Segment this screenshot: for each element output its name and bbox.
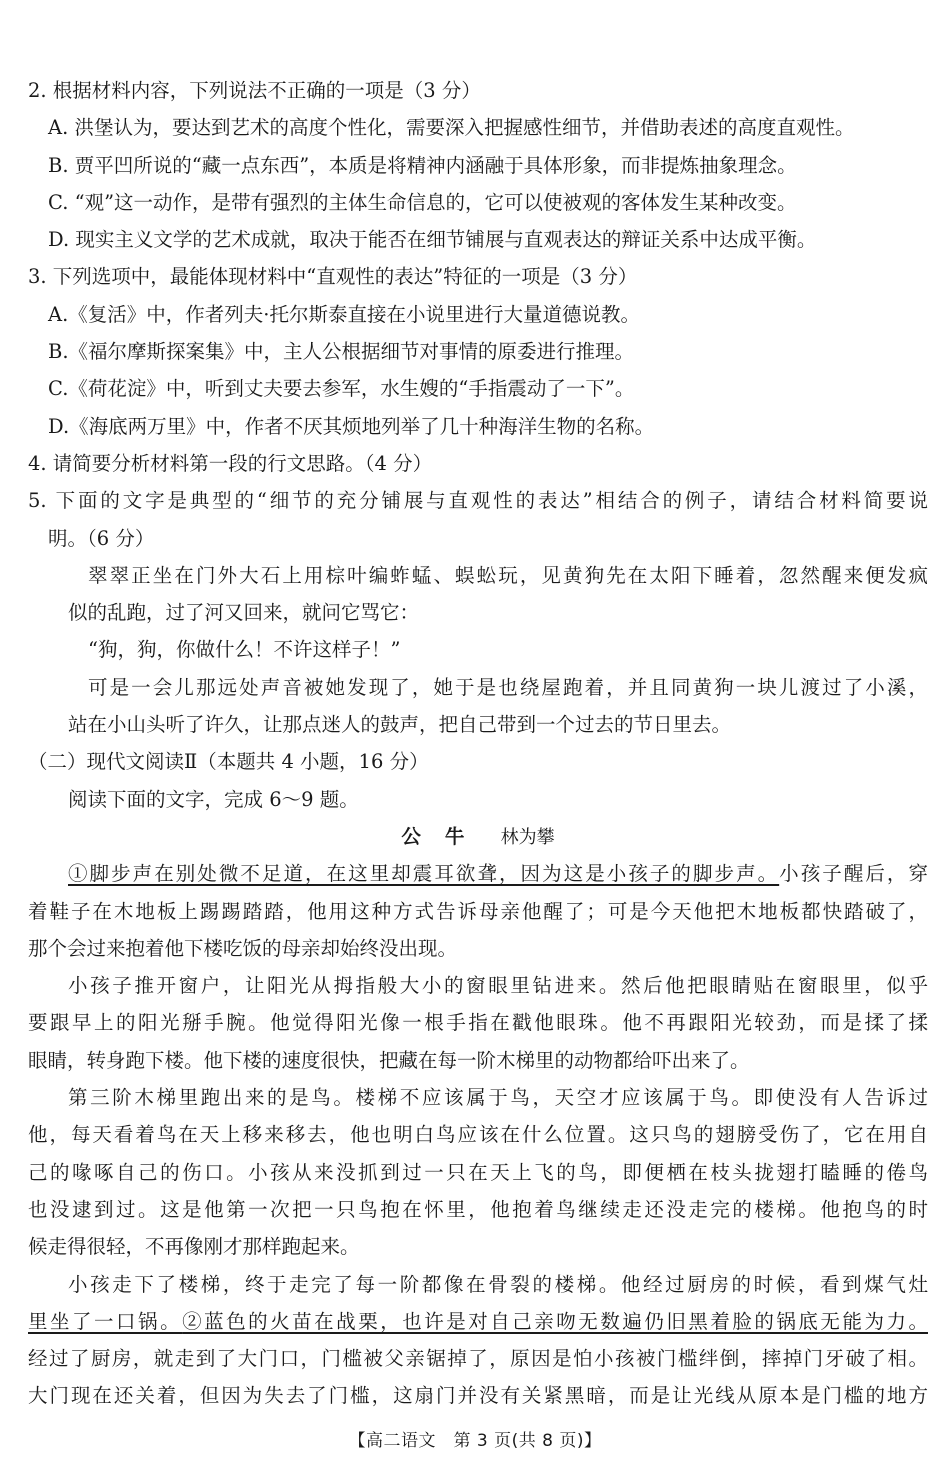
story-p4-line3: 经过了厨房，就走到了大门口，门槛被父亲锯掉了，原因是怕小孩被门槛绊倒，摔掉门牙破了相。 bbox=[28, 1347, 928, 1371]
story-p3-line5: 候走得很轻，不再像刚才那样跑起来。 bbox=[28, 1235, 360, 1259]
section-2-heading: （二）现代文阅读Ⅱ（本题共 4 小题，16 分） bbox=[28, 750, 429, 774]
story-p1-line1 bbox=[28, 855, 928, 892]
story-p3-line3: 己的喙啄自己的伤口。小孩从来没抓到过一只在天上飞的鸟，即便栖在枝头拢翅打瞌睡的倦鸟 bbox=[28, 1160, 928, 1184]
question-5-quote-line3: “狗，狗，你做什么！不许这样子！” bbox=[88, 638, 401, 662]
question-4-stem: 4. 请简要分析材料第一段的行文思路。（4 分） bbox=[28, 451, 433, 475]
underlined-sentence-2: ②蓝色的火苗在战栗，也许是对自己亲吻无数遍仍旧黑着脸的锅底无能为力。 bbox=[182, 1309, 928, 1333]
story-p4-line2 bbox=[28, 1303, 928, 1340]
story-p1-line3: 那个会过来抱着他下楼吃饭的母亲却始终没出现。 bbox=[28, 936, 458, 960]
story-p2-line1: 小孩子推开窗户，让阳光从拇指般大小的窗眼里钻进来。然后他把眼睛贴在窗眼里，似乎 bbox=[68, 974, 928, 998]
underlined-sentence-2a: 里坐了一口锅。 bbox=[28, 1309, 183, 1333]
page-footer: 【高二语文 第 3 页(共 8 页)】 bbox=[348, 1431, 602, 1451]
story-p1-line2: 着鞋子在木地板上踢踢踏踏，他用这种方式告诉母亲他醒了；可是今天他把木地板都快踏破了， bbox=[28, 899, 928, 923]
question-5-quote-line4: 可是一会儿那远处声音被她发现了，她于是也绕屋跑着，并且同黄狗一块儿渡过了小溪， bbox=[88, 675, 928, 699]
question-3-option-b: B.《福尔摩斯探案集》中，主人公根据细节对事情的原委进行推理。 bbox=[48, 340, 635, 364]
question-5-quote-line5: 站在小山头听了许久，让那点迷人的鼓声，把自己带到一个过去的节日里去。 bbox=[68, 713, 732, 737]
question-2-stem: 2. 根据材料内容，下列说法不正确的一项是（3 分） bbox=[28, 79, 481, 102]
question-2-option-a: A. 洪堡认为，要达到艺术的高度个性化，需要深入把握感性细节，并借助表述的高度直观性。 bbox=[48, 116, 855, 140]
underlined-sentence-1: ①脚步声在别处微不足道，在这里却震耳欲聋，因为这是小孩子的脚步声。 bbox=[68, 862, 780, 886]
story-p3-line4: 也没逮到过。这是他第一次把一只鸟抱在怀里，他抱着鸟继续走还没走完的楼梯。他抱鸟的时 bbox=[28, 1197, 928, 1221]
question-5-quote-line1: 翠翠正坐在门外大石上用棕叶编蚱蜢、蜈蚣玩，见黄狗先在太阳下睡着，忽然醒来便发疯 bbox=[88, 563, 928, 587]
story-p3-line1: 第三阶木梯里跑出来的是鸟。楼梯不应该属于鸟，天空才应该属于鸟。即使没有人告诉过 bbox=[68, 1086, 928, 1110]
question-3-option-c: C.《荷花淀》中，听到丈夫要去参军，水生嫂的“手指震动了一下”。 bbox=[48, 377, 635, 401]
section-2-instruction: 阅读下面的文字，完成 6～9 题。 bbox=[68, 787, 359, 811]
question-2-option-d: D. 现实主义文学的艺术成就，取决于能否在细节铺展与直观表达的辩证关系中达成平衡。 bbox=[48, 228, 817, 252]
question-3-stem: 3. 下列选项中，最能体现材料中“直观性的表达”特征的一项是（3 分） bbox=[28, 265, 638, 289]
story-p1-line1-rest: 小孩子醒后，穿 bbox=[779, 862, 928, 886]
story-author: 林为攀 bbox=[500, 826, 555, 848]
story-title: 公牛 bbox=[401, 824, 489, 848]
story-p3-line2: 他，每天看着鸟在天上移来移去，他也明白鸟应该在什么位置。这只鸟的翅膀受伤了，它在用自 bbox=[28, 1123, 928, 1147]
story-p2-line2: 要跟早上的阳光掰手腕。他觉得阳光像一根手指在戳他眼珠。他不再跟阳光较劲，而是揉了揉 bbox=[28, 1011, 928, 1035]
story-title-line bbox=[28, 818, 928, 855]
story-p2-line3: 眼睛，转身跑下楼。他下楼的速度很快，把藏在每一阶木梯里的动物都给吓出来了。 bbox=[28, 1048, 750, 1072]
question-3-option-a: A.《复活》中，作者列夫·托尔斯泰直接在小说里进行大量道德说教。 bbox=[48, 302, 640, 326]
question-5-stem-line2: 明。（6 分） bbox=[48, 526, 155, 550]
question-5-stem-line1: 5. 下面的文字是典型的“细节的充分铺展与直观性的表达”相结合的例子，请结合材料简要说 bbox=[28, 489, 928, 513]
question-5-quote-line2: 似的乱跑，过了河又回来，就问它骂它： bbox=[68, 601, 420, 625]
question-2-option-c: C. “观”这一动作，是带有强烈的主体生命信息的，它可以使被观的客体发生某种改变。 bbox=[48, 190, 797, 214]
story-p4-line4: 大门现在还关着，但因为失去了门槛，这扇门并没有关紧黑暗，而是让光线从原本是门槛的地方 bbox=[28, 1384, 928, 1408]
question-2-option-b: B. 贾平凹所说的“藏一点东西”，本质是将精神内涵融于具体形象，而非提炼抽象理念。 bbox=[48, 153, 797, 177]
question-3-option-d: D.《海底两万里》中，作者不厌其烦地列举了几十种海洋生物的名称。 bbox=[48, 414, 655, 438]
story-p4-line1: 小孩走下了楼梯，终于走完了每一阶都像在骨裂的楼梯。他经过厨房的时候，看到煤气灶 bbox=[68, 1272, 928, 1296]
